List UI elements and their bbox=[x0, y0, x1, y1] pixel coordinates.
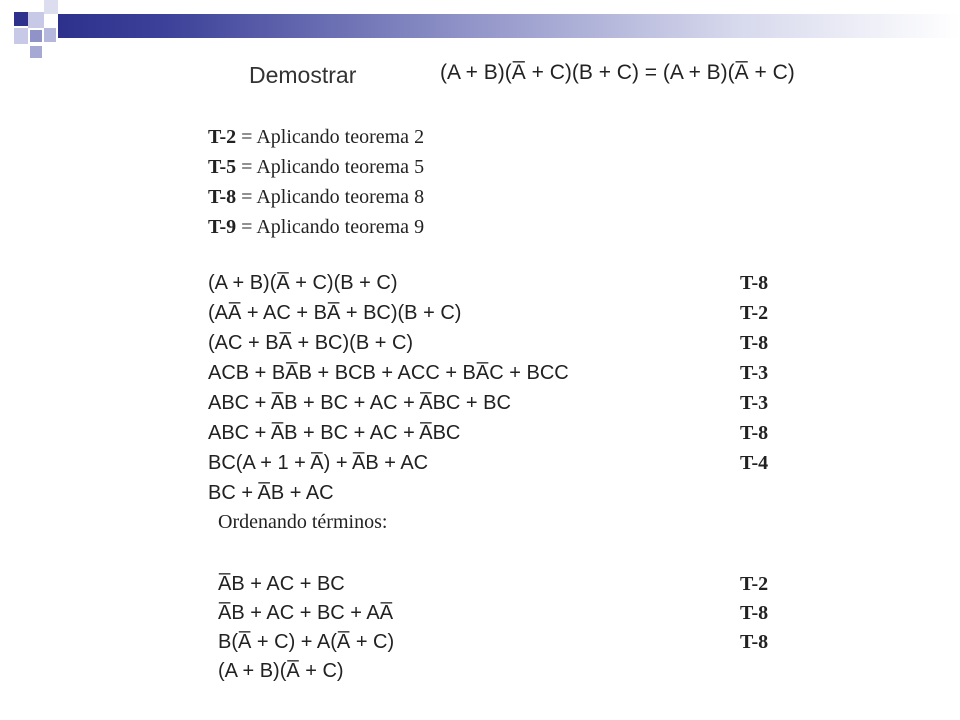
step-tag: T-8 bbox=[740, 332, 769, 354]
definition-text: = Aplicando teorema 8 bbox=[236, 186, 425, 208]
proof-step bbox=[218, 570, 778, 599]
decor-square-light bbox=[28, 12, 44, 28]
proof-step bbox=[208, 358, 778, 388]
definition-item bbox=[208, 212, 424, 242]
proof-step bbox=[218, 628, 778, 657]
ordered-steps bbox=[218, 570, 778, 686]
decor-square-light bbox=[14, 28, 28, 44]
step-expression: BC + A̅B + AC bbox=[208, 482, 334, 504]
proof-step bbox=[208, 418, 778, 448]
step-tag: T-3 bbox=[740, 362, 769, 384]
step-tag: T-8 bbox=[740, 602, 769, 624]
step-tag: T-8 bbox=[740, 272, 769, 294]
ordering-label: Ordenando términos: bbox=[218, 511, 388, 533]
definition-item bbox=[208, 182, 424, 212]
decor-square-small bbox=[30, 46, 42, 58]
step-tag: T-2 bbox=[740, 573, 769, 595]
proof-steps bbox=[208, 268, 778, 508]
step-tag: T-4 bbox=[740, 452, 769, 474]
proof-step bbox=[218, 657, 778, 686]
proof-step bbox=[208, 478, 778, 508]
proof-step bbox=[218, 599, 778, 628]
definition-text: = Aplicando teorema 9 bbox=[236, 216, 425, 238]
definition-item bbox=[208, 152, 424, 182]
step-tag: T-8 bbox=[740, 422, 769, 444]
definition-tag: T-9 bbox=[208, 216, 237, 238]
step-expression: BC(A + 1 + A̅) + A̅B + AC bbox=[208, 452, 429, 474]
step-expression: (A + B)(A̅ + C)(B + C) bbox=[208, 272, 398, 294]
definition-text: = Aplicando teorema 2 bbox=[236, 126, 425, 148]
definitions-list bbox=[208, 122, 424, 242]
step-expression: ACB + BA̅B + BCB + ACC + BA̅C + BCC bbox=[208, 362, 569, 384]
step-tag: T-3 bbox=[740, 392, 769, 414]
header-gradient-bar bbox=[58, 14, 960, 38]
proof-step bbox=[208, 388, 778, 418]
proof-step bbox=[208, 298, 778, 328]
step-expression: (A + B)(A̅ + C) bbox=[218, 660, 344, 682]
proof-step bbox=[208, 268, 778, 298]
step-tag: T-8 bbox=[740, 631, 769, 653]
step-expression: (AA̅ + AC + BA̅ + BC)(B + C) bbox=[208, 302, 462, 324]
decor-square-light bbox=[44, 0, 58, 14]
definition-text: = Aplicando teorema 5 bbox=[236, 156, 425, 178]
definition-tag: T-5 bbox=[208, 156, 237, 178]
main-equation: (A + B)(A̅ + C)(B + C) = (A + B)(A̅ + C) bbox=[440, 61, 795, 84]
proof-step bbox=[208, 448, 778, 478]
step-expression: ABC + A̅B + BC + AC + A̅BC bbox=[208, 422, 461, 444]
decor-square-mid bbox=[30, 30, 42, 42]
step-tag: T-2 bbox=[740, 302, 769, 324]
step-expression: ABC + A̅B + BC + AC + A̅BC + BC bbox=[208, 392, 511, 414]
step-expression: A̅B + AC + BC bbox=[218, 573, 345, 595]
definition-tag: T-8 bbox=[208, 186, 237, 208]
definition-tag: T-2 bbox=[208, 126, 237, 148]
step-expression: (AC + BA̅ + BC)(B + C) bbox=[208, 332, 414, 354]
step-expression: B(A̅ + C) + A(A̅ + C) bbox=[218, 631, 395, 653]
decor-square-dark bbox=[14, 12, 28, 26]
page-title: Demostrar bbox=[249, 62, 357, 88]
proof-step bbox=[208, 328, 778, 358]
definition-item bbox=[208, 122, 424, 152]
step-expression: A̅B + AC + BC + AA̅ bbox=[218, 602, 394, 624]
decor-square-mid bbox=[44, 28, 56, 42]
